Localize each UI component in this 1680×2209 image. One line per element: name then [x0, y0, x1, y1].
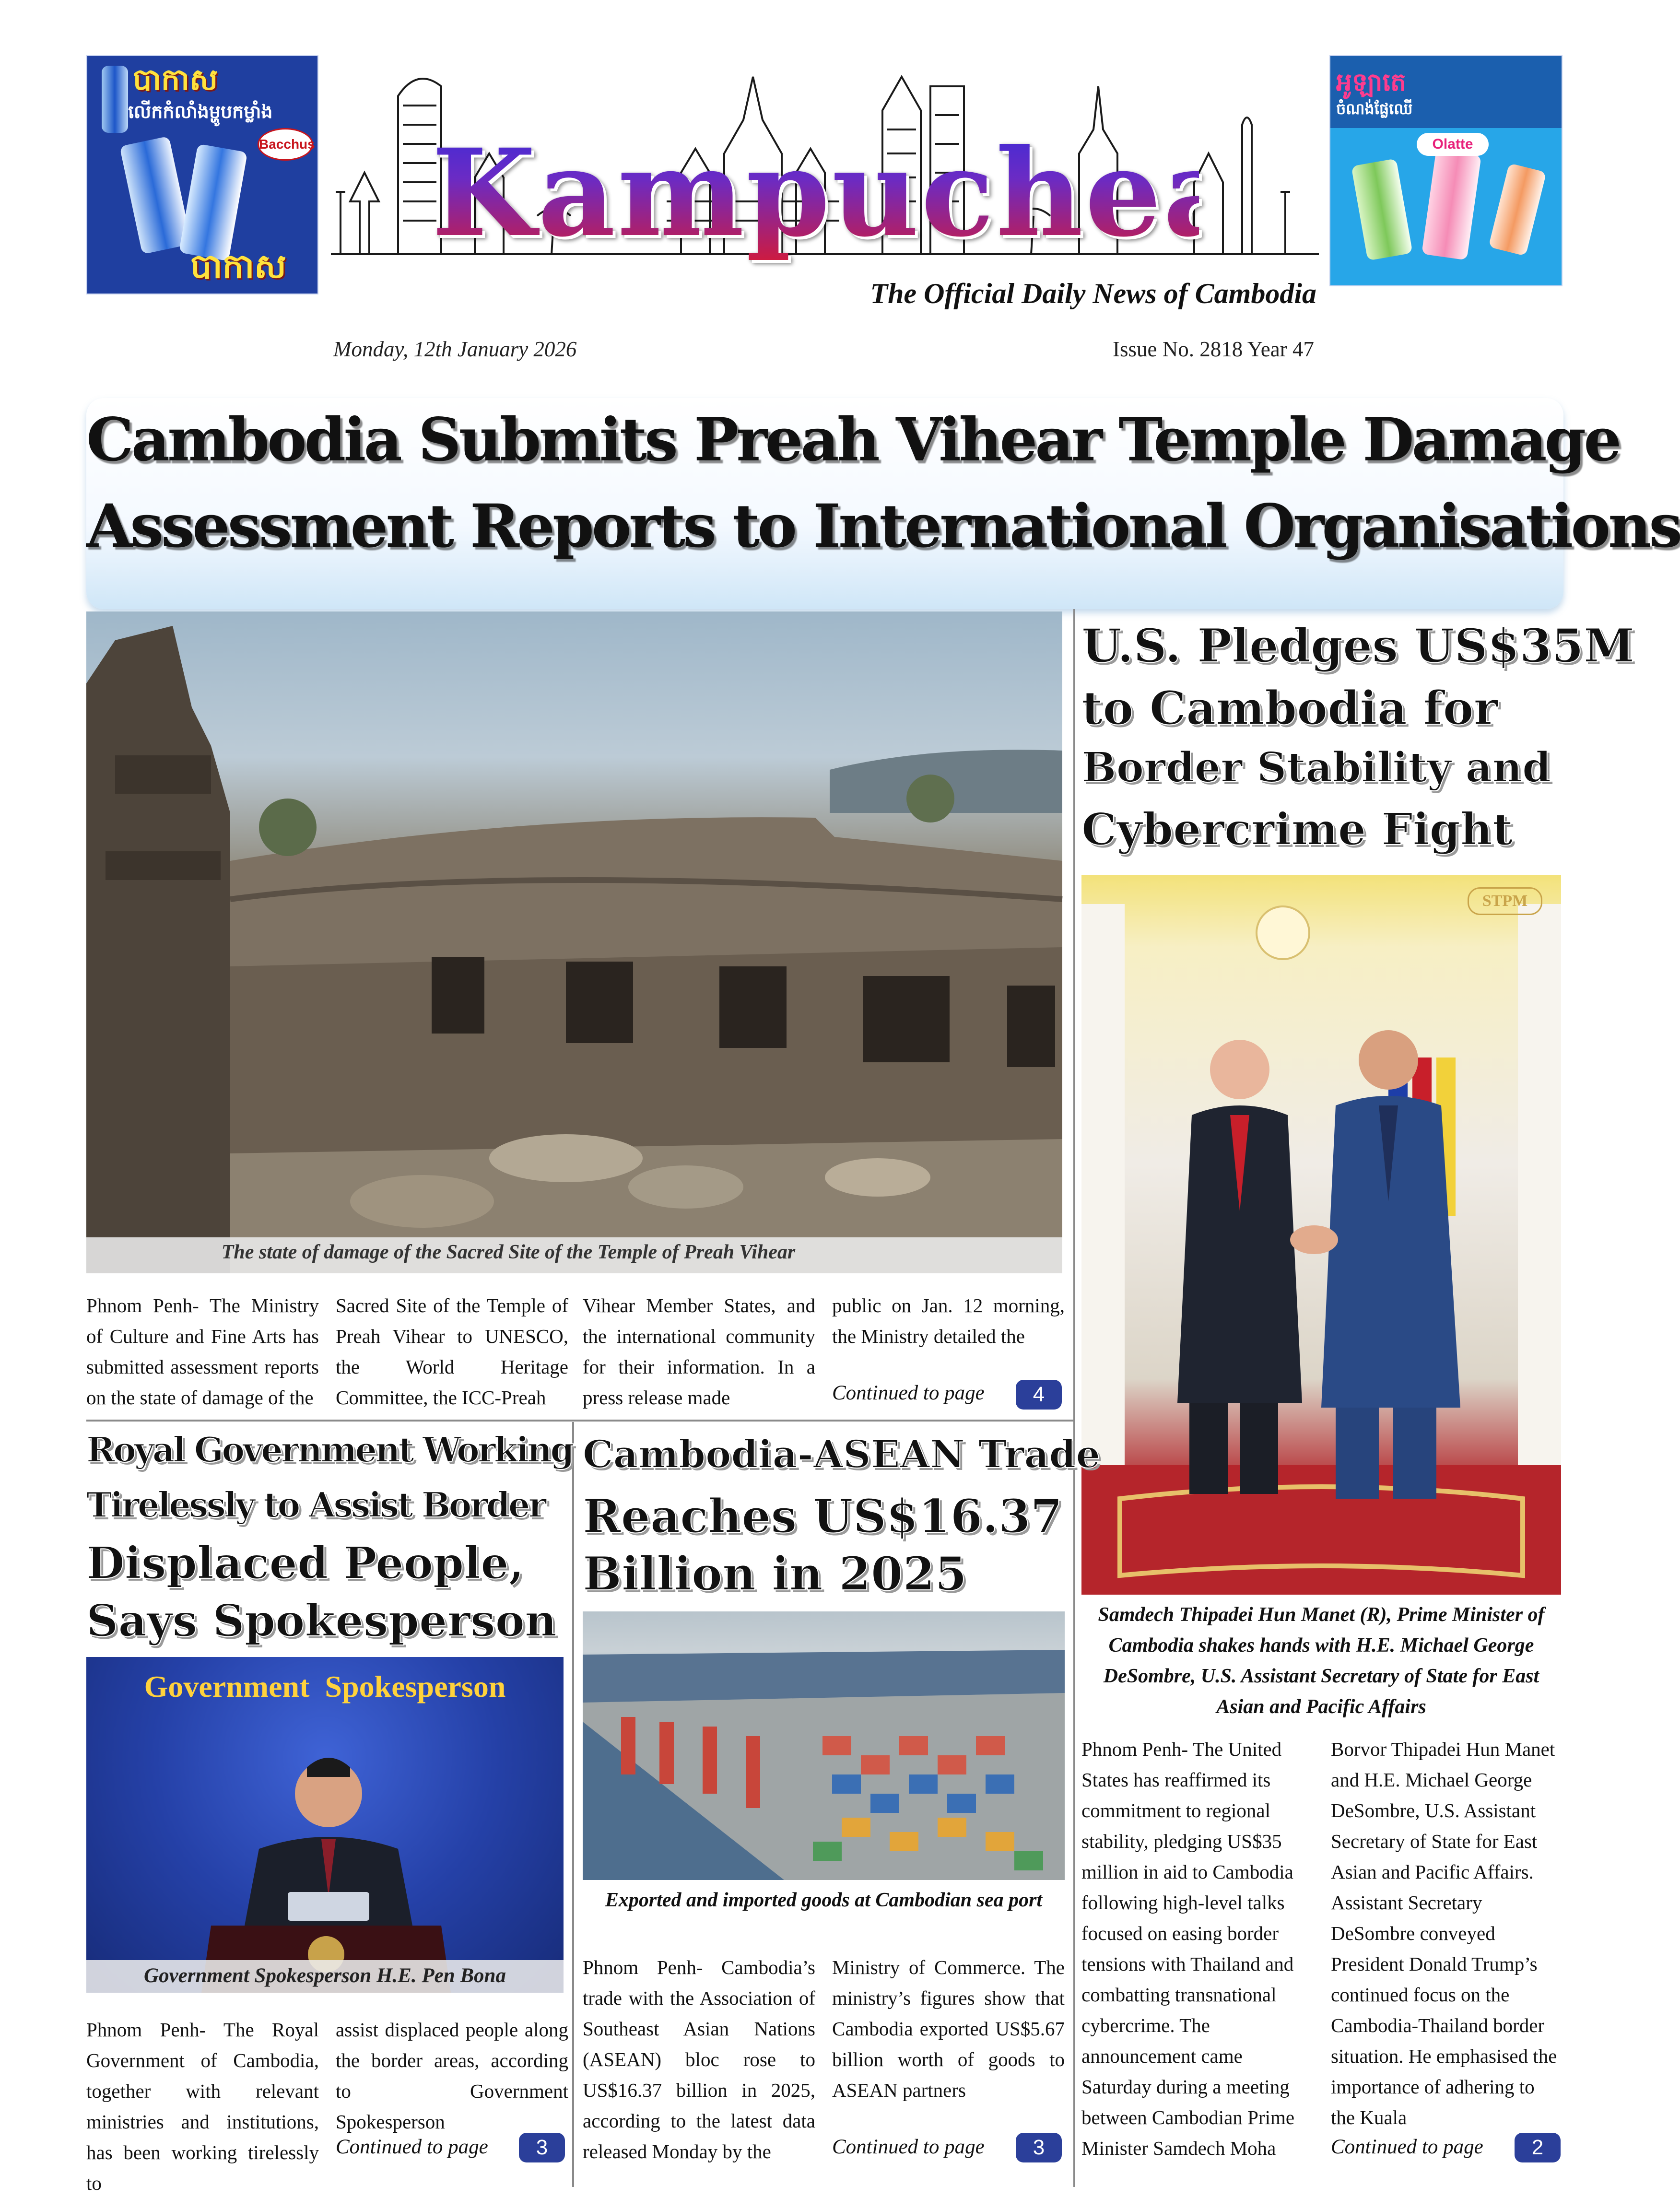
us-story-headline-line-3: Border Stability and — [1081, 743, 1551, 792]
column-divider — [572, 1422, 574, 2187]
temple-ruin-illustration — [86, 611, 1062, 1273]
photo-banner-text: Government Spokesperson — [144, 1669, 506, 1704]
advertisement-left[interactable] — [86, 55, 318, 294]
lead-continued-label: Continued to page — [832, 1382, 985, 1404]
ad-right-subline: ចំណង់ផ្លែឈើ — [1336, 100, 1413, 118]
lead-photo-caption: The state of damage of the Sacred Site of the Temple of Preah Vihear — [221, 1241, 796, 1263]
us-story-headline-line-2: to Cambodia for — [1081, 681, 1498, 735]
ad-left-can-small — [102, 66, 128, 133]
gov-story-headline-line-4: Says Spokesperson — [86, 1595, 557, 1646]
ad-right-can — [1422, 149, 1481, 260]
us-story-photo-handshake — [1081, 875, 1561, 1595]
gov-story-headline-line-2: Tirelessly to Assist Border — [86, 1484, 545, 1525]
section-divider — [86, 1420, 1073, 1422]
trade-story-column-2: Ministry of Commerce. The ministry’s figures show that Cambodia exported US$5.67 billion worth of goods to ASEAN partners — [832, 1956, 1065, 2101]
lead-headline-line-1: Cambodia Submits Preah Vihear Temple Damage — [86, 405, 1620, 475]
issue-number: Issue No. 2818 Year 47 — [1113, 337, 1314, 361]
ad-left-can — [179, 144, 247, 261]
gov-story-continued-page-button[interactable]: 3 — [519, 2133, 565, 2162]
column-divider — [1073, 609, 1075, 2187]
us-story-continued-label: Continued to page — [1331, 2136, 1483, 2158]
advertisement-right[interactable] — [1329, 55, 1563, 286]
handshake-illustration — [1081, 875, 1561, 1595]
ad-right-can — [1351, 158, 1412, 260]
seaport-illustration — [583, 1611, 1065, 1880]
us-story-column-1: Phnom Penh- The United States has reaffirmed its commitment to regional stability, pledging US$35 million in aid to Cambodia following high-level talks focused on easing border tensions with Thailand and combatting transnational cybercrime. The announcement came Saturday during a meeting between Cambodian Prime Minister Samdech Moha — [1081, 1738, 1295, 2159]
ad-right-brand-logo: Olatte — [1417, 133, 1489, 156]
gov-story-headline-line-3: Displaced People, — [86, 1537, 524, 1589]
ad-left-subline: លើកកំលាំងម្ហូបកម្លាំង — [128, 101, 273, 122]
newspaper-logo: Kampuchea — [432, 122, 1243, 263]
lead-continued-page-button[interactable]: 4 — [1016, 1380, 1062, 1410]
gov-photo-caption: Government Spokesperson H.E. Pen Bona — [144, 1964, 506, 1987]
trade-story-photo-caption: Exported and imported goods at Cambodian sea port — [605, 1889, 1043, 1911]
ad-right-headline: អូឡាតេ — [1336, 68, 1406, 97]
us-story-continued-page-button[interactable]: 2 — [1515, 2133, 1561, 2162]
ad-left-brand-logo: Bacchus — [258, 128, 313, 161]
lead-photo-temple-damage — [86, 611, 1062, 1273]
lead-headline-line-2: Assessment Reports to International Organisations — [86, 492, 1680, 561]
lead-column-4: public on Jan. 12 morning, the Ministry detailed the — [832, 1294, 1065, 1347]
trade-story-column-1: Phnom Penh- Cambodia’s trade with the Association of Southeast Asian Nations (ASEAN) bloc rose to US$16.37 billion in 2025, according to the latest data released Monday by the — [583, 1956, 815, 2162]
photo-watermark: STPM — [1468, 887, 1542, 915]
gov-story-continued-label: Continued to page — [336, 2136, 488, 2158]
trade-story-continued-label: Continued to page — [832, 2136, 985, 2158]
lead-column-2: Sacred Site of the Temple of Preah Vihear to UNESCO, the World Heritage Committee, the ICC-Preah — [336, 1294, 568, 1409]
lead-column-3: Vihear Member States, and the international community for their information. In a press release made — [583, 1294, 815, 1409]
us-story-photo-caption: Samdech Thipadei Hun Manet (R), Prime Minister of Cambodia shakes hands with H.E. Michael George DeSombre, U.S. Assistant Secretary of State for East Asian and Pacific Affairs — [1098, 1604, 1545, 1718]
trade-story-headline-line-2: Reaches US$16.37 — [583, 1489, 1063, 1543]
trade-story-continued-page-button[interactable]: 3 — [1016, 2133, 1062, 2162]
us-story-column-2: Borvor Thipadei Hun Manet and H.E. Michael George DeSombre, U.S. Assistant Secretary of State for East Asian and Pacific Affairs. Assistant Secretary DeSombre conveyed President Donald Trump’s continued focus on the Cambodia-Thailand border situation. He emphasised the importance of adhering to the Kuala — [1331, 1738, 1557, 2128]
trade-story-headline-line-3: Billion in 2025 — [583, 1547, 967, 1601]
gov-story-column-2: assist displaced people along the border areas, according to Government Spokesperson — [336, 2019, 568, 2133]
ad-left-can — [119, 136, 192, 255]
issue-date: Monday, 12th January 2026 — [333, 337, 577, 361]
spokesperson-illustration — [86, 1657, 564, 1993]
us-story-headline-line-4: Cybercrime Fight — [1081, 803, 1513, 855]
trade-story-photo-seaport — [583, 1611, 1065, 1880]
ad-right-can — [1488, 163, 1546, 256]
gov-story-headline-line-1: Royal Government Working — [86, 1429, 573, 1470]
newspaper-tagline: The Official Daily News of Cambodia — [870, 278, 1316, 309]
trade-story-headline-line-1: Cambodia-ASEAN Trade — [583, 1432, 1101, 1477]
ad-left-headline: បាកាស — [133, 62, 218, 97]
ad-left-footer: បាកាស — [190, 247, 286, 286]
gov-story-column-1: Phnom Penh- The Royal Government of Cambodia, together with relevant ministries and institutions, has been working tirelessly to — [86, 2019, 319, 2194]
gov-story-photo-spokesperson — [86, 1657, 564, 1993]
lead-column-1: Phnom Penh- The Ministry of Culture and Fine Arts has submitted assessment reports on the state of damage of the — [86, 1294, 319, 1409]
us-story-headline-line-1: U.S. Pledges US$35M — [1081, 619, 1635, 673]
